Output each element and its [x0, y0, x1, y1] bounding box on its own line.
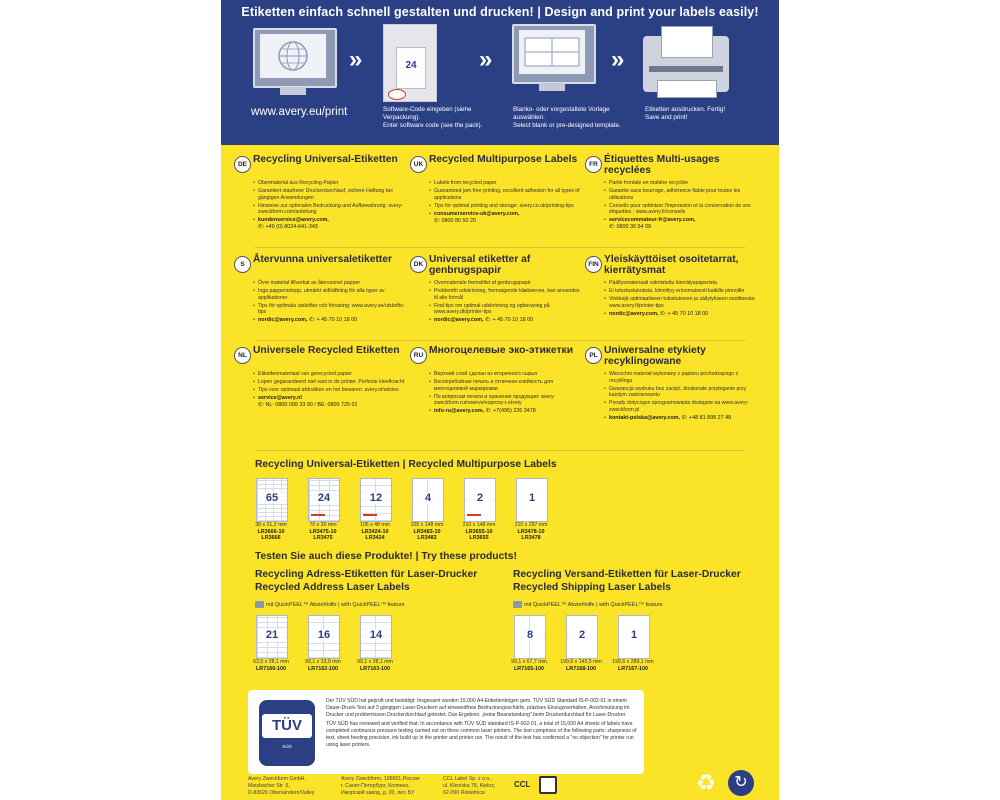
contact-email[interactable]: kundenservice@avery.com, [258, 217, 329, 224]
printer-icon [643, 36, 729, 92]
lang-badge: NL [234, 347, 251, 364]
lang-badge: UK [410, 156, 427, 173]
divider [255, 340, 745, 341]
label-count: 14 [362, 629, 390, 641]
contact-phone: ✆: 0800 36 54 09 [609, 224, 651, 231]
product-sheet[interactable] [566, 615, 598, 659]
step-3-caption: Etiketten ausdrucken. Fertig! Save and print! [645, 106, 726, 122]
product-sheet[interactable] [360, 478, 392, 522]
label-count: 2 [568, 629, 596, 641]
contact-phone: ✆: +7(495) 226 3478 [485, 408, 536, 415]
section-title-shipping-labels: Recycling Versand-Etiketten für Laser-Drucker Recycled Shipping Laser Labels [513, 569, 741, 594]
label-count: 21 [258, 629, 286, 641]
product-sheet[interactable] [412, 478, 444, 522]
contact-email[interactable]: info-ru@avery.com, [434, 408, 485, 415]
label-count: 1 [518, 492, 546, 504]
lang-badge: FR [585, 156, 602, 173]
pack-label-count: 24 [405, 60, 417, 71]
recycle-icon: ♻ [696, 770, 716, 795]
product-caption: 210 x 148 mm LR3655-10 LR3655 [462, 522, 496, 542]
recycling-loop-icon: ↻ [728, 770, 754, 796]
label-count: 2 [466, 492, 494, 504]
contact-phone: ✆: NL: 0800 099 33 90 / BE: 0800 725 01 [258, 402, 358, 409]
chevron-right-icon: » [479, 46, 493, 73]
product-caption: 99,1 x 33,9 mm LR7162-100 [305, 659, 341, 672]
footer-address-ru: Avery Zweckform, 196651,Россия г. Санкт-Петербург, Колпино, Ижорский завод, д. 20, лит. БУ [341, 776, 420, 796]
product-caption: 210 x 297 mm LR3478-10 LR3478 [514, 522, 548, 542]
contact-phone: ✆: 0800 80 50 20 [434, 217, 476, 224]
tuv-mark: TÜV [262, 714, 312, 738]
chevron-right-icon: » [349, 46, 363, 73]
lang-title: Recycled Multipurpose Labels [429, 154, 578, 165]
contact-email[interactable]: nordic@avery.com, [434, 317, 484, 324]
product-sheet[interactable] [360, 615, 392, 659]
tuv-statement: Der TÜV SÜD hat geprüft und bestätigt: Insgesamt wurden 15.000 A4-Etikettenbögen gem. TÜV SÜD Standard IS-P-002-01 in einem Dauer-Druck-Test auf 3 gängigen Laser-Druckern auf einwandfreie Bedruckungsschärfe, präzises Einzugsverhalten, Anschmutzung im Drucker und problemlosen Druckerdurchlauf getestet. Das Ergebnis: „keine Beanstandung" beim Druckerdurchlauf für Laser-Drucker. TÜV SÜD has reviewed and verified that: In accordance with TÜV SÜD standard IS-P-002-01, a total of 15,000 A4 sheets of labels have completed continuous pressure testing carried out on three common laser printers. The test comprises of the following parts: sharpness of text, sheet feeding precision, ink build up in the printer and printer run. The result of the test has confirmed a "no objection" for printer run using laser printers. [326, 698, 637, 748]
quickpeel-note: mit QuickPEEL™ Abziehhilfe | with QuickPEEL™ feature [255, 601, 405, 608]
quickpeel-icon [255, 601, 264, 608]
product-caption: 63,5 x 38,1 mm LR7160-100 [253, 659, 289, 672]
tuv-sub: SÜD [282, 744, 292, 749]
product-sheet[interactable] [618, 615, 650, 659]
lang-badge: FIN [585, 256, 602, 273]
lang-title: Многоцелевые эко-этикетки [429, 345, 574, 356]
label-count: 65 [258, 492, 286, 504]
label-count: 12 [362, 492, 390, 504]
product-caption: 105 x 48 mm LR3424-10 LR3424 [360, 522, 390, 542]
lang-title: Recycling Universal-Etiketten [253, 154, 398, 165]
divider [255, 450, 745, 451]
product-caption: 199,6 x 143,5 mm LR7168-100 [560, 659, 602, 672]
step-1-caption: Software-Code eingeben (siehe Verpackung). Enter software code (see the pack). [383, 106, 483, 130]
lang-title: Återvunna universaletiketter [253, 254, 393, 265]
product-caption: 38 x 21,2 mm LR3666-10 LR3666 [255, 522, 287, 542]
lang-title: Uniwersalne etykiety recyklingowane [604, 345, 706, 368]
product-sheet[interactable] [308, 615, 340, 659]
product-caption: 99,1 x 38,1 mm LR7163-100 [357, 659, 393, 672]
lang-title: Yleiskäyttöiset osoitetarrat, kierrätysmat [604, 254, 739, 277]
product-caption: 70 x 36 mm LR3475-10 LR3475 [309, 522, 337, 542]
footer-address-de: Avery Zweckform GmbH, Miesbacher Str. 5, D-83626 Oberlaindern/Valley [248, 776, 315, 796]
header-title: Etiketten einfach schnell gestalten und drucken! | Design and print your labels easily! [241, 5, 759, 19]
lang-badge: PL [585, 347, 602, 364]
chevron-right-icon: » [611, 46, 625, 73]
ccl-logo-icon [539, 776, 557, 794]
software-code-badge-icon [388, 89, 406, 100]
section-title-address-labels: Recycling Adress-Etiketten für Laser-Drucker Recycled Address Laser Labels [255, 569, 478, 594]
contact-phone: ✆: +48 81 898 27 48 [681, 415, 732, 422]
lang-badge: DK [410, 256, 427, 273]
header-banner [221, 0, 779, 145]
globe-icon [260, 34, 326, 78]
label-count: 1 [620, 629, 648, 641]
step-2-caption: Blanko- oder vorgestaltete Vorlage auswählen. Select blank or pre-designed template. [513, 106, 621, 130]
try-products-heading: Testen Sie auch diese Produkte! | Try these products! [255, 551, 517, 562]
contact-phone: ✆: + 45 70 10 18 00 [484, 317, 534, 324]
divider [255, 247, 745, 248]
monitor-web-icon [253, 28, 337, 88]
product-sheet[interactable] [308, 478, 340, 522]
product-pack-icon [383, 24, 437, 102]
product-sheet[interactable] [516, 478, 548, 522]
lang-title: Universal etiketter af genbrugspapir [429, 254, 531, 277]
label-count: 8 [516, 629, 544, 641]
section-title-recycled-multipurpose: Recycling Universal-Etiketten | Recycled Multipurpose Labels [255, 459, 557, 470]
label-count: 24 [310, 492, 338, 504]
template-icon [519, 30, 585, 74]
quickpeel-note: mit QuickPEEL™ Abziehhilfe | with QuickPEEL™ feature [513, 601, 663, 608]
product-sheet[interactable] [256, 615, 288, 659]
contact-phone: ✆: +49 (0) 8024-641-343 [258, 224, 318, 231]
product-sheet[interactable] [256, 478, 288, 522]
ccl-logo: CCL [514, 780, 531, 789]
contact-phone: ✆: + 45 70 10 18 00 [659, 310, 709, 317]
contact-email[interactable]: kontakt-polska@avery.com, [609, 415, 681, 422]
product-caption: 99,1 x 67,7 mm LR7165-100 [511, 659, 547, 672]
lang-title: Universele Recycled Etiketten [253, 345, 400, 356]
lang-badge: RU [410, 347, 427, 364]
contact-email[interactable]: nordic@avery.com, [609, 310, 659, 317]
product-sheet[interactable] [464, 478, 496, 522]
product-caption: 199,6 x 289,1 mm LR7167-100 [612, 659, 654, 672]
contact-email[interactable]: service@avery.nl [258, 395, 302, 402]
contact-email[interactable]: nordic@avery.com, [258, 317, 308, 324]
tuv-sud-logo [259, 700, 315, 766]
contact-email[interactable]: consumerservice-uk@avery.com, [434, 210, 520, 217]
contact-phone: ✆: + 45 70 10 18 00 [308, 317, 358, 324]
website-url[interactable]: www.avery.eu/print [251, 106, 348, 118]
footer-address-pl: CCL Label Sp. z o.o., ul. Kleniska 78, Kiekrz, 62-090 Rokietnica [443, 776, 496, 796]
lang-badge: S [234, 256, 251, 273]
tuv-certification-box [248, 690, 644, 774]
lang-badge: DE [234, 156, 251, 173]
label-count: 4 [414, 492, 442, 504]
product-sheet[interactable] [514, 615, 546, 659]
contact-email[interactable]: servicecommateur-fr@avery.com, [609, 217, 696, 224]
lang-title: Étiquettes Multi-usages recyclées [604, 154, 720, 177]
label-packaging-sheet: Etiketten einfach schnell gestalten und drucken! | Design and print your labels easily! www.avery.eu/print » 24 Software-Code eingeben (siehe Verpackung). Enter software code (see the pack). » Blanko- oder vorgestaltete Vorlage auswählen. Select blank or pre-designed template. » Etiketten ausdrucken. Fertig! Save and print! DE Recycling Universal-Etiketten • Obermaterial aus Recycling-Papier • Garantiert staufreier Druckerdurchlauf, sichere Haftung bei gängigen Anwendungen • Hinweise zur optimalen Bedruckung und Aufbewahrung: avery-zweckform.com/anleitung • kundenservice@avery.com, ✆: +49 (0) 8024-641-343 UK Recycled Multipurpose Labels • Labels from recycled paper • Guaranteed jam free printing, excellent adhesion for all types of applications • Tips for optimal printing and storage: avery.co.uk/printing-tips • consumerservice-uk@avery.com, ✆: 0800 80 50 20 FR Étiquettes Multi-usages recyclées • Partie frontale en matière recyclée • Garantie sans bourrage, adhérence fiable pour toutes les utilisations • Conseils pour optimiser l'impression et la conservation de vos étiquettes : www.avery.fr/conseils • servicecommateur-fr@avery.com, ✆: 0800 36 54 09 S Återvunna universaletiketter • Övre material tillverkat av återvunnet papper • Inga pappersstopp, utmärkt vidhäftning för alla typer av applikationer • Tips för optimala utskrifter och förvaring: www.avery.se/utskrifts-tips • nordic@avery.com, ✆: + 45 70 10 18 00 DK Universal etiketter af genbrugspapir • Overmateriale fremstillet af genbrugspapir • Problemfri udskrivning, fremragende klæbeevne, kan anvendes til alle formål • Find tips om optimal udskrivning og opbevaring på www.avery.dk/printer-tips • nordic@avery.com, ✆: + 45 70 10 18 00 FIN Yleiskäyttöiset osoitetarrat, kierrätysmat • Päällysmateriaali valmistettu kierrätyspaperista • Ei tulostustukoksia, kiinnittyy erinomaisesti kaikille pinnoille • Vinkkejä optimaaliseen tulostukseen ja säilytykseen osoitteesta: www.avery.fi/printer-tips • nordic@avery.com, ✆: + 45 70 10 18 00 NL Universele Recycled Etiketten • Etikettenmateriaal van gerecycled papier • Lopen gegarandeerd niet vast in de printer. Perfecte kleefkracht • Tips voor optimaal afdrukken en het bewaren: avery.nl/advies • service@avery.nl ✆: NL: 0800 099 33 90 / BE: 0800 725 01 RU Многоцелевые эко-этикетки • Верхний слой сделан из вторичного сырья • Бесперебойная печать и отличная клейкость для многоцелевой маркировки • По вопросам печати и хранения продукции: avery-zweckform.ru/reserve/voprosy-i-otvety • info-ru@avery.com, ✆: +7(495) 226 3478 PL Uniwersalne etykiety recyklingowane • Wierzchni materiał wykonany z papieru pochodzącego z recyklingu • Gwarancja wydruku bez zacięć, doskonałe przyleganie przy każdym zastosowaniu • Porady dotyczące oprogramowania dostępne na www.avery-zweckform.pl • kontakt-polska@avery.com, ✆: +48 81 898 27 48 Recycling Universal-Etiketten | Recycled Multipurpose Labels 65 38 x 21,2 mm LR3666-10 LR3666 24 70 x 36 mm LR3475-10 LR3475 12 105 x 48 mm LR3424-10 LR3424 4 105 x 148 mm LR3483-10 LR3483 2 210 x 148 mm LR3655-10 LR3655 1 210 x 297 mm LR3478-10 LR3478 Testen Sie auch diese Produkte! | Try these products! Recycling Adress-Etiketten für Laser-Drucker Recycled Address Laser Labels mit QuickPEEL™ Abziehhilfe | with QuickPEEL™ feature Recycling Versand-Etiketten für Laser-Drucker Recycled Shipping Laser Labels mit QuickPEEL™ Abziehhilfe | with QuickPEEL™ feature 21 63,5 x 38,1 mm LR7160-100 16 99,1 x 33,9 mm LR7162-100 14 99,1 x 38,1 mm LR7163-100 8 99,1 x 67,7 mm LR7165-100 2 199,6 x 143,5 mm LR7168-100 1 199,6 x 289,1 mm LR7167-100 TÜV SÜD Der TÜV SÜD hat geprüft und bestätigt: Insgesamt wurden 15.000 A4-Etikettenbögen gem. TÜV SÜD Standard IS-P-002-01 in einem Dauer-Druck-Test auf 3 gängigen Laser-Druckern auf einwandfreie Bedruckungsschärfe, präzises Einzugsverhalten, Anschmutzung im Drucker und problemlosen Druckerdurchlauf getestet. Das Ergebnis: „keine Beanstandung" beim Druckerdurchlauf für Laser-Drucker. TÜV SÜD has reviewed and verified that: In accordance with TÜV SÜD standard IS-P-002-01, a total of 15,000 A4 sheets of labels have completed continuous pressure testing carried out on three common laser printers. The test comprises of the following parts: sharpness of text, sheet feeding precision, ink build up in the printer and printer run. The result of the test has confirmed a "no objection" for printer run using laser printers. Avery Zweckform GmbH, Miesbacher Str. 5, D-83626 Oberlaindern/Valley Avery Zweckform, 196651,Россия г. Санкт-Петербург, Колпино, Ижорский завод, д. 20, лит. БУ CCL Label Sp. z o.o., ul. Kleniska 78, Kiekrz, 62-090 Rokietnica CCL ♻ ↻ [221, 0, 779, 800]
quickpeel-icon [513, 601, 522, 608]
monitor-template-icon [512, 24, 596, 84]
label-count: 16 [310, 629, 338, 641]
product-caption: 105 x 148 mm LR3483-10 LR3483 [410, 522, 444, 542]
